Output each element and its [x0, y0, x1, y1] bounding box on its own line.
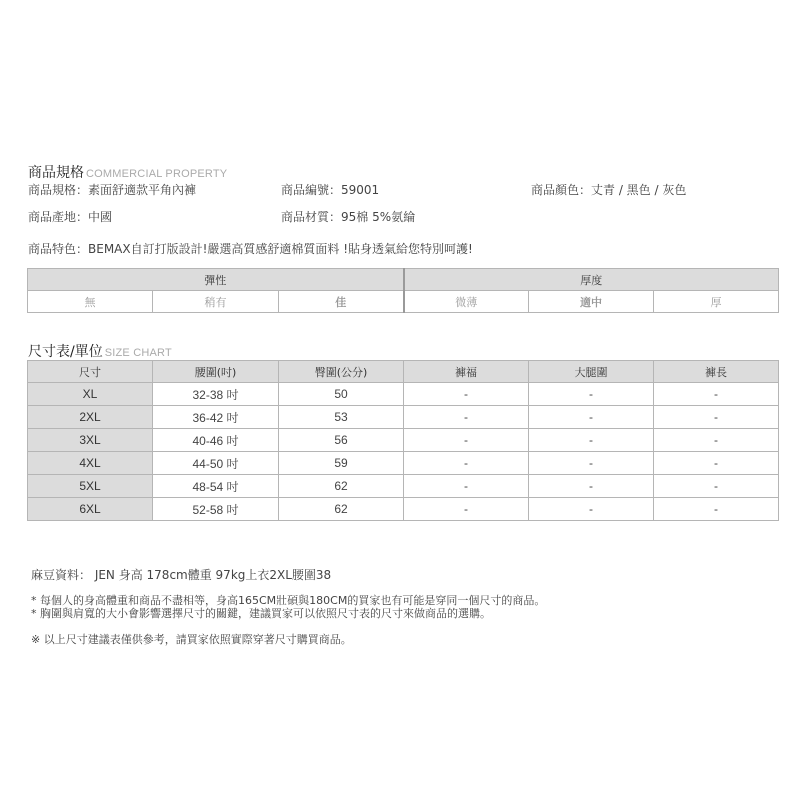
thigh-cell: - [529, 475, 654, 498]
size-disclaimer: ※ 以上尺寸建議表僅供參考，請買家依照實際穿著尺寸購買商品。 [31, 633, 352, 646]
product-spec: 商品規格：素面舒適款平角內褲 [28, 183, 197, 197]
commercial-property-title [28, 162, 227, 182]
size-chart-header-row [28, 361, 779, 383]
waist-cell: 44-50 吋 [153, 452, 279, 475]
rise-cell: - [404, 406, 529, 429]
thickness-option: 微薄 [404, 291, 529, 313]
thickness-option-selected: 適中 [529, 291, 654, 313]
hip-cell: 53 [279, 406, 404, 429]
elasticity-header: 彈性 [28, 269, 404, 291]
thigh-cell: - [529, 498, 654, 521]
size-cell: 3XL [28, 429, 153, 452]
hip-cell: 56 [279, 429, 404, 452]
hip-cell: 62 [279, 475, 404, 498]
column-header: 大腿圍 [529, 361, 654, 383]
product-colors: 商品顏色：丈青 / 黑色 / 灰色 [531, 183, 687, 197]
size-note-2: * 胸圍與肩寬的大小會影響選擇尺寸的關鍵，建議買家可以依照尺寸表的尺寸來做商品的選購。 [31, 607, 491, 620]
length-cell: - [654, 475, 779, 498]
elasticity-option: 無 [28, 291, 153, 313]
table-row [28, 475, 779, 498]
table-row [28, 406, 779, 429]
rise-cell: - [404, 498, 529, 521]
table-row [28, 498, 779, 521]
property-options-row [28, 291, 779, 313]
size-cell: XL [28, 383, 153, 406]
thickness-header: 厚度 [404, 269, 779, 291]
thigh-cell: - [529, 452, 654, 475]
length-cell: - [654, 498, 779, 521]
table-row [28, 452, 779, 475]
product-feature: 商品特色：BEMAX自訂打版設計!嚴選高質感舒適棉質面料 !貼身透氣給您特別呵護! [28, 242, 473, 256]
column-header: 尺寸 [28, 361, 153, 383]
thigh-cell: - [529, 429, 654, 452]
rise-cell: - [404, 475, 529, 498]
waist-cell: 36-42 吋 [153, 406, 279, 429]
property-header-row [28, 269, 779, 291]
size-chart-title-zh: 尺寸表/單位 [28, 344, 103, 360]
waist-cell: 52-58 吋 [153, 498, 279, 521]
waist-cell: 32-38 吋 [153, 383, 279, 406]
table-row [28, 383, 779, 406]
hip-cell: 59 [279, 452, 404, 475]
elasticity-option-selected: 佳 [279, 291, 404, 313]
size-cell: 5XL [28, 475, 153, 498]
size-chart-title [28, 341, 172, 361]
elasticity-option: 稍有 [153, 291, 279, 313]
column-header: 臀圍(公分) [279, 361, 404, 383]
thigh-cell: - [529, 383, 654, 406]
property-table [27, 268, 779, 313]
size-chart-title-en: SIZE CHART [104, 347, 172, 359]
hip-cell: 62 [279, 498, 404, 521]
length-cell: - [654, 406, 779, 429]
length-cell: - [654, 383, 779, 406]
commercial-property-title-en: COMMERCIAL PROPERTY [86, 168, 228, 180]
product-origin: 商品產地：中國 [28, 210, 113, 224]
column-header: 腰圍(吋) [153, 361, 279, 383]
hip-cell: 50 [279, 383, 404, 406]
length-cell: - [654, 429, 779, 452]
size-cell: 4XL [28, 452, 153, 475]
length-cell: - [654, 452, 779, 475]
product-material: 商品材質：95棉 5%氨綸 [281, 210, 416, 224]
table-row [28, 429, 779, 452]
column-header: 褲長 [654, 361, 779, 383]
thigh-cell: - [529, 406, 654, 429]
size-chart-table [27, 360, 779, 521]
rise-cell: - [404, 429, 529, 452]
commercial-property-title-zh: 商品規格 [28, 165, 84, 181]
waist-cell: 40-46 吋 [153, 429, 279, 452]
size-cell: 6XL [28, 498, 153, 521]
rise-cell: - [404, 383, 529, 406]
rise-cell: - [404, 452, 529, 475]
thickness-option: 厚 [654, 291, 779, 313]
waist-cell: 48-54 吋 [153, 475, 279, 498]
model-info: 麻豆資料： JEN 身高 178cm體重 97kg上衣2XL腰圍38 [31, 568, 332, 582]
column-header: 褲福 [404, 361, 529, 383]
size-cell: 2XL [28, 406, 153, 429]
product-number: 商品編號：59001 [281, 183, 380, 197]
size-note-1: * 每個人的身高體重和商品不盡相等，身高165CM壯碩與180CM的買家也有可能是穿同一個尺寸的商品。 [31, 594, 546, 607]
